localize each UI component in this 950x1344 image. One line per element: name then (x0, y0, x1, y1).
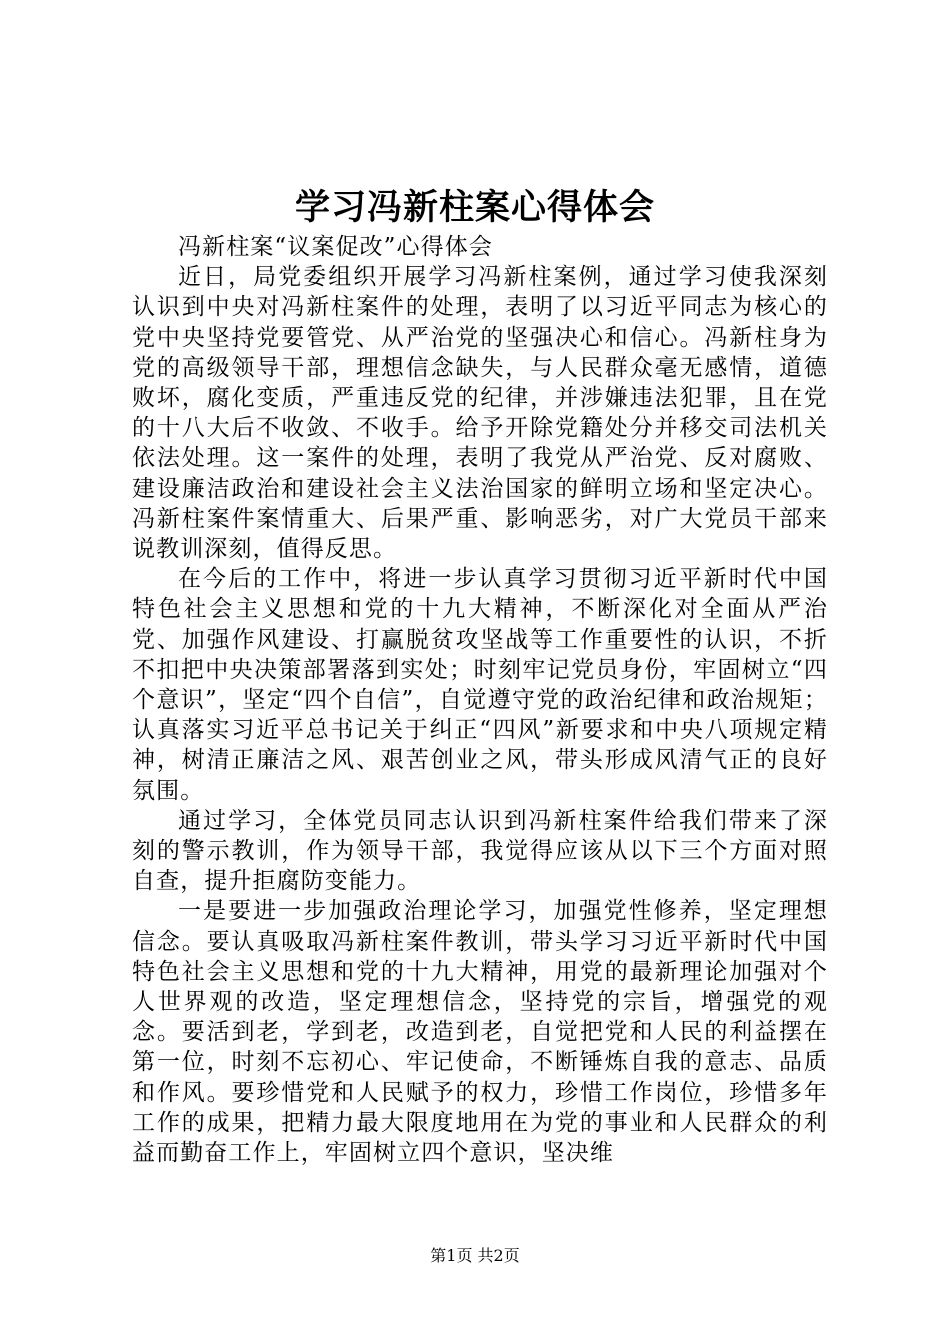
document-title: 学习冯新柱案心得体会 (294, 187, 655, 228)
body-paragraph: 近日，局党委组织开展学习冯新柱案例，通过学习使我深刻认识到中央对冯新柱案件的处理，表明了以习近平同志为核心的党中央坚持党要管党、从严治党的坚强决心和信心。冯新柱身为党的高级领导干部，理想信念缺失，与人民群众毫无感情，道德败坏，腐化变质，严重违反党的纪律，并涉嫌违法犯罪，且在党的十八大后不收敛、不收手。给予开除党籍处分并移交司法机关依法处理。这一案件的处理，表明了我党从严治党、反对腐败、建设廉洁政治和建设社会主义法治国家的鲜明立场和坚定决心。冯新柱案件案情重大、后果严重、影响恶劣，对广大党员干部来说教训深刻，值得反思。 (132, 264, 828, 563)
body-paragraph: 在今后的工作中，将进一步认真学习贯彻习近平新时代中国特色社会主义思想和党的十九大精神，不断深化对全面从严治党、加强作风建设、打赢脱贫攻坚战等工作重要性的认识，不折不扣把中央决策部署落到实处；时刻牢记党员身份，牢固树立“四个意识”，坚定“四个自信”，自觉遵守党的政治纪律和政治规矩；认真落实习近平总书记关于纠正“四风”新要求和中央八项规定精神，树清正廉洁之风、艰苦创业之风，带头形成风清气正的良好氛围。 (132, 566, 828, 804)
body-paragraph: 一是要进一步加强政治理论学习，加强党性修养，坚定理想信念。要认真吸取冯新柱案件教训，带头学习习近平新时代中国特色社会主义思想和党的十九大精神，用党的最新理论加强对个人世界观的改造，坚定理想信念，坚持党的宗旨，增强党的观念。要活到老，学到老，改造到老，自觉把党和人民的利益摆在第一位，时刻不忘初心、牢记使命，不断锤炼自我的意志、品质和作风。要珍惜党和人民赋予的权力，珍惜工作岗位，珍惜多年工作的成果，把精力最大限度地用在为党的事业和人民群众的利益而勤奋工作上，牢固树立四个意识，坚决维 (132, 898, 828, 1167)
body-paragraph: 通过学习，全体党员同志认识到冯新柱案件给我们带来了深刻的警示教训，作为领导干部，我觉得应该从以下三个方面对照自查，提升拒腐防变能力。 (132, 807, 828, 895)
document-body (132, 232, 828, 1168)
page-footer: 第1页 共2页 (430, 1246, 520, 1265)
subtitle-paragraph: 冯新柱案“议案促改”心得体会 (178, 234, 493, 260)
